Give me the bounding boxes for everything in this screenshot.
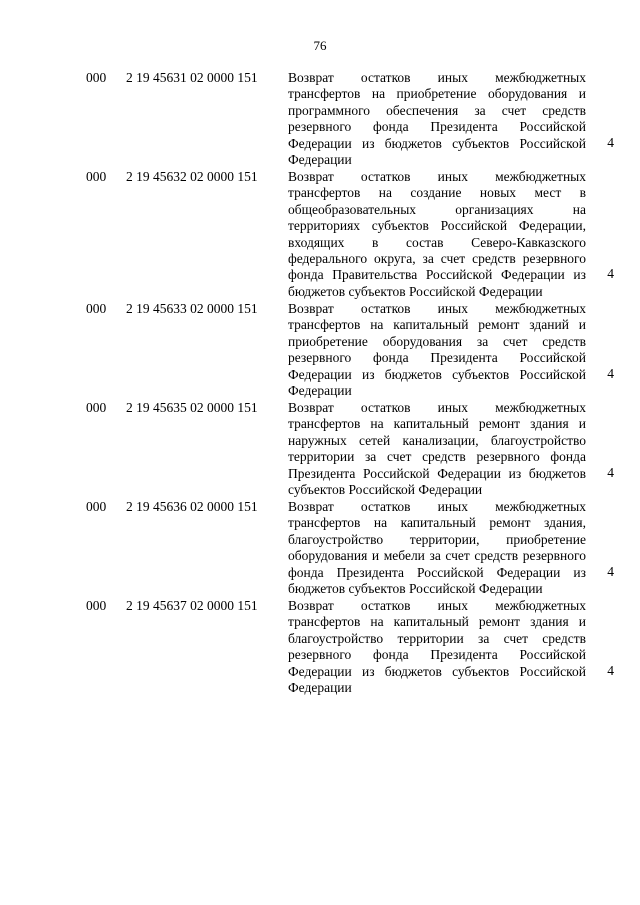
income-description: Возврат остатков иных межбюджетных трансфертов на капитальный ремонт здания, благоустройство территории, приобретение оборудования и мебели за счет средств резервного фонда Президента Российской Федерации из бюджетов субъектов Российской Федерации [288, 498, 586, 596]
budget-classification-code: 2 19 45637 02 0000 151 [126, 597, 258, 613]
budget-classification-code: 2 19 45631 02 0000 151 [126, 70, 258, 85]
income-description: Возврат остатков иных межбюджетных трансфертов на приобретение оборудования и программного обеспечения за счет средств резервного фонда Президента Российской Федерации из бюджетов субъектов Российской Федерации [288, 70, 586, 168]
admin-code: 000 [86, 169, 107, 185]
income-description: Возврат остатков иных межбюджетных трансфертов на создание новых мест в общеобразовательных организациях на территориях субъектов Российской Федерации, входящих в состав Северо-Кавказского федерального округа, за счет средств резервного фонда Правительства Российской Федерации из бюджетов субъектов Российской Федерации [288, 169, 586, 299]
table-row [0, 499, 640, 598]
row-amount: 4 [607, 266, 614, 282]
admin-code: 000 [86, 498, 107, 514]
budget-classification-code: 2 19 45633 02 0000 151 [126, 300, 258, 316]
income-description: Возврат остатков иных межбюджетных трансфертов на капитальный ремонт зданий и приобретение оборудования за счет средств резервного фонда Президента Российской Федерации из бюджетов субъектов Российской Федерации [288, 300, 586, 398]
table-row [0, 70, 640, 169]
table-row [0, 169, 640, 301]
row-amount: 4 [607, 464, 614, 480]
page-number: 76 [313, 38, 327, 53]
admin-code: 000 [86, 300, 107, 316]
table-row [0, 598, 640, 697]
budget-classification-code: 2 19 45636 02 0000 151 [126, 498, 258, 514]
budget-classification-code: 2 19 45635 02 0000 151 [126, 399, 258, 415]
row-amount: 4 [607, 563, 614, 579]
table-row [0, 301, 640, 400]
budget-classification-code: 2 19 45632 02 0000 151 [126, 169, 258, 185]
budget-code-table [0, 70, 640, 697]
admin-code: 000 [86, 597, 107, 613]
row-amount: 4 [607, 134, 614, 150]
row-amount: 4 [607, 365, 614, 381]
income-description: Возврат остатков иных межбюджетных трансфертов на капитальный ремонт здания и наружных сетей канализации, благоустройство территории за счет средств резервного фонда Президента Российской Федерации из бюджетов субъектов Российской Федерации [288, 399, 586, 497]
income-description: Возврат остатков иных межбюджетных трансфертов на капитальный ремонт здания и благоустройство территории за счет средств резервного фонда Президента Российской Федерации из бюджетов субъектов Российской Федерации [288, 597, 586, 695]
admin-code: 000 [86, 70, 107, 85]
admin-code: 000 [86, 399, 107, 415]
row-amount: 4 [607, 662, 614, 678]
table-row [0, 400, 640, 499]
